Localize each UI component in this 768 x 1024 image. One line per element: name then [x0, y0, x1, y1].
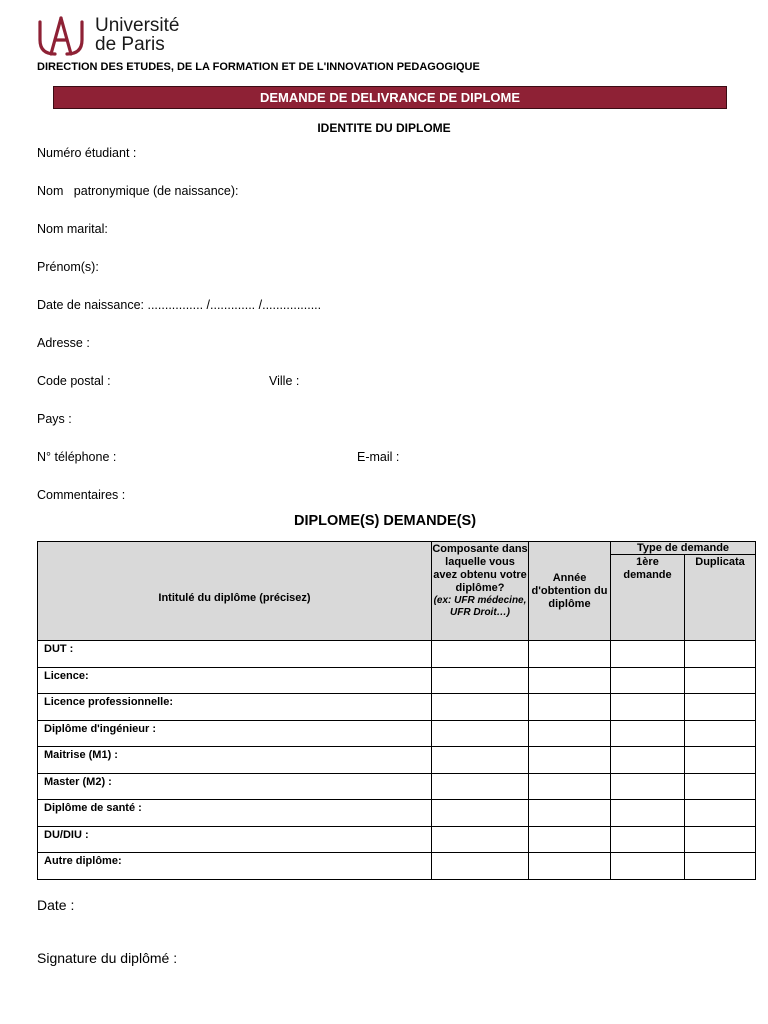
premiere-demande-cell[interactable] [611, 773, 685, 800]
duplicata-cell[interactable] [685, 667, 756, 694]
premiere-demande-cell[interactable] [611, 641, 685, 668]
annee-cell[interactable] [529, 667, 611, 694]
diplomas-table [37, 541, 756, 880]
table-row [38, 800, 756, 827]
diploma-label: DUT : [38, 641, 432, 668]
composante-cell[interactable] [432, 826, 529, 853]
annee-cell[interactable] [529, 747, 611, 774]
header-duplicata: Duplicata [685, 555, 756, 641]
diploma-label: Diplôme de santé : [38, 800, 432, 827]
header-type-demande: Type de demande [611, 542, 756, 555]
field-adresse[interactable]: Adresse : [37, 336, 90, 350]
table-row [38, 747, 756, 774]
header-annee: Année d'obtention du diplôme [529, 542, 611, 641]
premiere-demande-cell[interactable] [611, 720, 685, 747]
field-nom-patronymique[interactable]: Nom patronymique (de naissance): [37, 184, 239, 198]
field-code-postal[interactable]: Code postal : [37, 374, 111, 388]
composante-cell[interactable] [432, 694, 529, 721]
table-row [38, 853, 756, 880]
composante-cell[interactable] [432, 773, 529, 800]
composante-cell[interactable] [432, 747, 529, 774]
premiere-demande-cell[interactable] [611, 667, 685, 694]
field-telephone[interactable]: N° téléphone : [37, 450, 117, 464]
duplicata-cell[interactable] [685, 747, 756, 774]
duplicata-cell[interactable] [685, 826, 756, 853]
premiere-demande-cell[interactable] [611, 826, 685, 853]
diploma-label: Licence professionnelle: [38, 694, 432, 721]
premiere-demande-cell[interactable] [611, 747, 685, 774]
diploma-label: Diplôme d'ingénieur : [38, 720, 432, 747]
field-numero-etudiant[interactable]: Numéro étudiant : [37, 146, 137, 160]
annee-cell[interactable] [529, 641, 611, 668]
field-pays[interactable]: Pays : [37, 412, 72, 426]
university-logo-icon [37, 14, 85, 58]
table-row [38, 826, 756, 853]
diploma-label: Maitrise (M1) : [38, 747, 432, 774]
table-row [38, 694, 756, 721]
composante-cell[interactable] [432, 641, 529, 668]
field-date-naissance[interactable]: Date de naissance: ................ /............. /................. [37, 298, 322, 312]
table-row [38, 641, 756, 668]
diploma-label: Master (M2) : [38, 773, 432, 800]
diploma-rows [38, 641, 756, 880]
field-ville[interactable]: Ville : [269, 374, 300, 388]
composante-cell[interactable] [432, 800, 529, 827]
field-email[interactable]: E-mail : [357, 450, 400, 464]
composante-cell[interactable] [432, 667, 529, 694]
composante-cell[interactable] [432, 853, 529, 880]
header-premiere-demande: 1ère demande [611, 555, 685, 641]
field-nom-marital[interactable]: Nom marital: [37, 222, 108, 236]
premiere-demande-cell[interactable] [611, 853, 685, 880]
duplicata-cell[interactable] [685, 853, 756, 880]
diploma-label: Autre diplôme: [38, 853, 432, 880]
annee-cell[interactable] [529, 773, 611, 800]
identity-section-title: IDENTITE DU DIPLOME [317, 121, 451, 135]
duplicata-cell[interactable] [685, 694, 756, 721]
composante-cell[interactable] [432, 720, 529, 747]
premiere-demande-cell[interactable] [611, 800, 685, 827]
duplicata-cell[interactable] [685, 773, 756, 800]
annee-cell[interactable] [529, 720, 611, 747]
table-row [38, 667, 756, 694]
footer-date[interactable]: Date : [37, 897, 75, 913]
annee-cell[interactable] [529, 853, 611, 880]
field-commentaires[interactable]: Commentaires : [37, 488, 126, 502]
header-intitule: Intitulé du diplôme (précisez) [38, 542, 432, 641]
diplomas-section-title: DIPLOME(S) DEMANDE(S) [293, 513, 477, 529]
header-composante [432, 542, 529, 641]
table-row [38, 720, 756, 747]
direction-heading: DIRECTION DES ETUDES, DE LA FORMATION ET DE L'INNOVATION PEDAGOGIQUE [37, 61, 480, 73]
annee-cell[interactable] [529, 826, 611, 853]
form-title-banner: DEMANDE DE DELIVRANCE DE DIPLOME [53, 86, 727, 109]
university-name-line2: de Paris [95, 34, 165, 55]
table-row [38, 773, 756, 800]
annee-cell[interactable] [529, 800, 611, 827]
diploma-label: DU/DIU : [38, 826, 432, 853]
header-composante-label: Composante dans laquelle vous avez obtenu votre diplôme? [432, 543, 528, 594]
annee-cell[interactable] [529, 694, 611, 721]
diploma-label: Licence: [38, 667, 432, 694]
duplicata-cell[interactable] [685, 720, 756, 747]
footer-signature[interactable]: Signature du diplômé : [37, 950, 178, 966]
university-name [95, 16, 179, 54]
duplicata-cell[interactable] [685, 641, 756, 668]
premiere-demande-cell[interactable] [611, 694, 685, 721]
field-prenoms[interactable]: Prénom(s): [37, 260, 99, 274]
duplicata-cell[interactable] [685, 800, 756, 827]
university-name-line1: Université [95, 15, 180, 36]
header-composante-hint: (ex: UFR médecine, UFR Droit…) [433, 595, 527, 618]
